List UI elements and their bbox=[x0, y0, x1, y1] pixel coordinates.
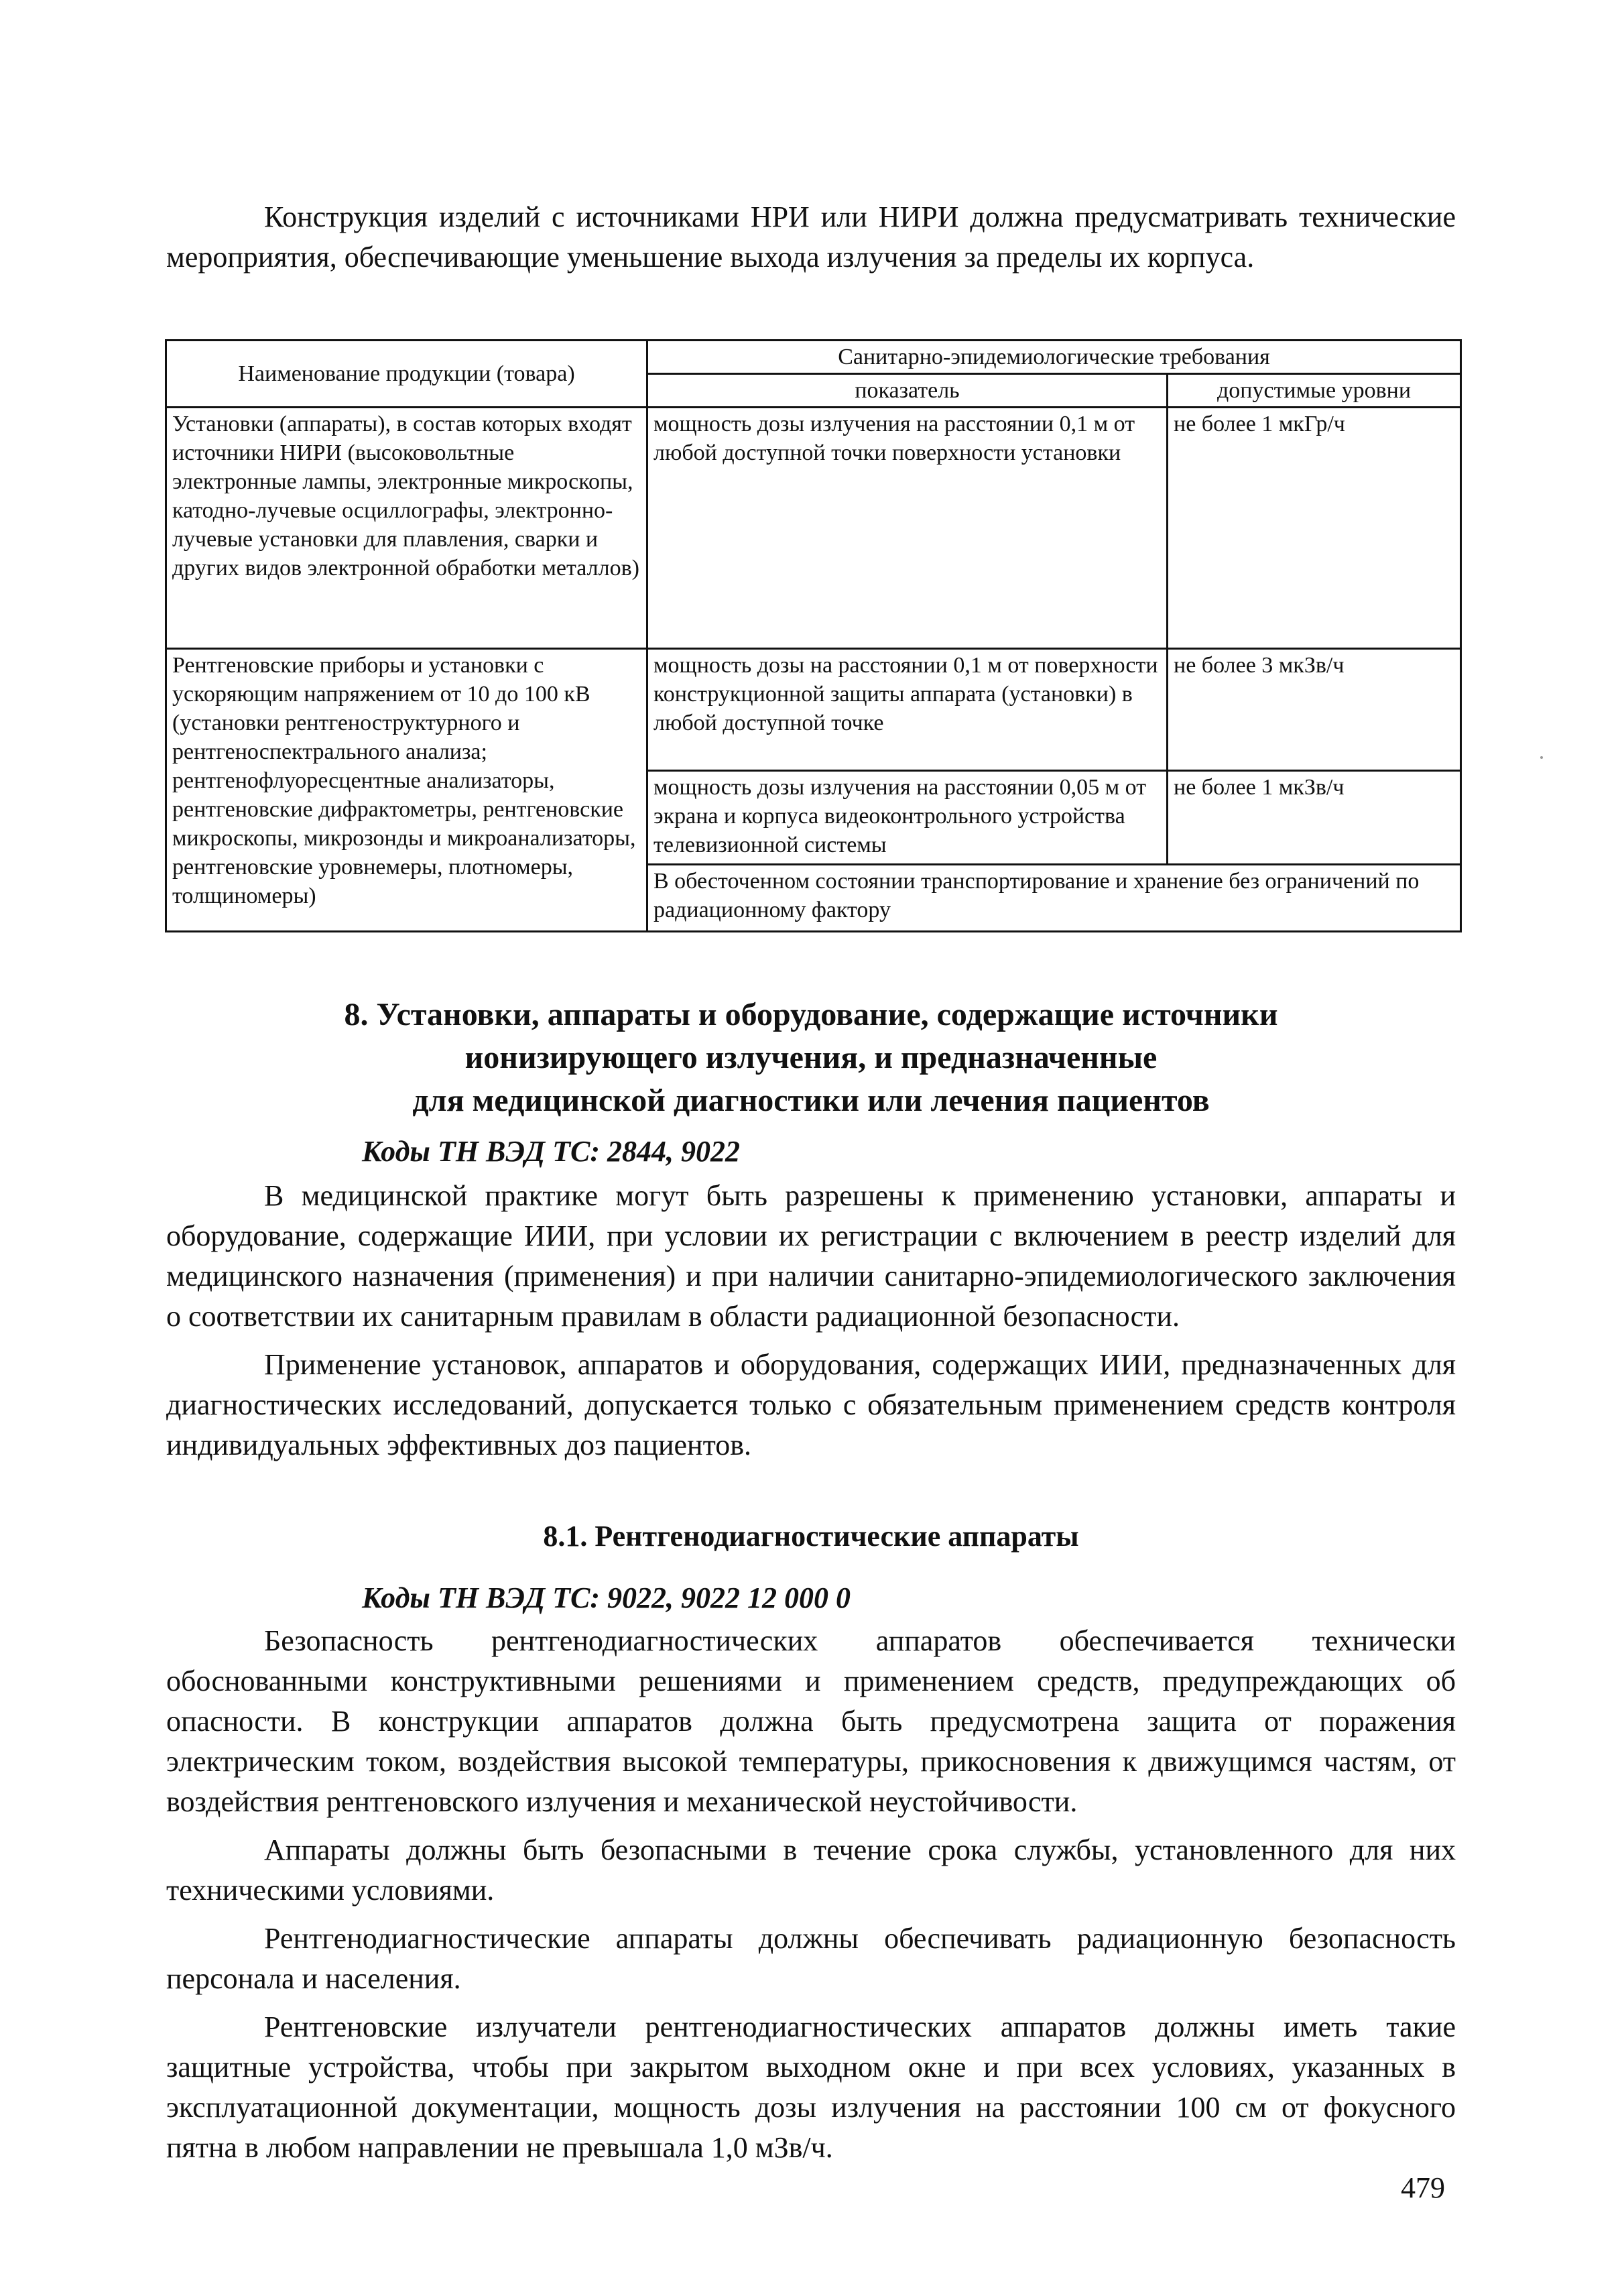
header-requirements: Санитарно-эпидемиологические требования bbox=[647, 341, 1461, 374]
section-8-1-codes: Коды ТН ВЭД ТС: 9022, 9022 12 000 0 bbox=[362, 1581, 851, 1614]
intro-block bbox=[166, 197, 1456, 278]
section-8-title-line3: для медицинской диагностики или лечения пациентов bbox=[412, 1083, 1210, 1118]
section-8-1-body bbox=[166, 1621, 1456, 2168]
scan-speck bbox=[1540, 756, 1543, 759]
section-8-codes: Коды ТН ВЭД ТС: 2844, 9022 bbox=[362, 1135, 740, 1168]
intro-paragraph: Конструкция изделий с источниками НРИ или НИРИ должна предусматривать технические мероприятия, обеспечивающие уменьшение выхода излучения за пределы их корпуса. bbox=[166, 200, 1456, 274]
row1-product: Установки (аппараты), в состав которых входят источники НИРИ (высоковольтные электронные лампы, электронные микроскопы, катодно-лучевые осциллографы, электронно-лучевые установки для плавления, сварки и других видов электронной обработки металлов) bbox=[166, 408, 647, 649]
header-product: Наименование продукции (товара) bbox=[166, 341, 647, 408]
requirements-table bbox=[165, 339, 1462, 932]
row2-level-2: не более 1 мкЗв/ч bbox=[1168, 771, 1461, 865]
table-row bbox=[166, 649, 1461, 771]
row2-indicator-2: мощность дозы излучения на расстоянии 0,05 м от экрана и корпуса видеоконтрольного устройства телевизионной системы bbox=[647, 771, 1168, 865]
section-8-1-paragraph: Рентгеновские излучатели рентгенодиагностических аппаратов должны иметь такие защитные устройства, чтобы при закрытом выходном окне и при всех условиях, указанных в эксплуатационной документации, мощность дозы излучения на расстоянии 100 см от фокусного пятна в любом направлении не превышала 1,0 мЗв/ч. bbox=[166, 2010, 1456, 2164]
header-levels: допустимые уровни bbox=[1168, 374, 1461, 408]
section-8-1-paragraph: Рентгенодиагностические аппараты должны обеспечивать радиационную безопасность персонала и населения. bbox=[166, 1922, 1456, 1995]
section-8-body bbox=[166, 1176, 1456, 1465]
row1-indicator: мощность дозы излучения на расстоянии 0,1 м от любой доступной точки поверхности установки bbox=[647, 408, 1168, 649]
section-8-1-paragraph: Аппараты должны быть безопасными в течение срока службы, установленного для них техническими условиями. bbox=[166, 1833, 1456, 1907]
page-number: 479 bbox=[1401, 2171, 1445, 2204]
section-8-title-line1: 8. Установки, аппараты и оборудование, содержащие источники bbox=[344, 997, 1278, 1032]
section-8-paragraph: В медицинской практике могут быть разрешены к применению установки, аппараты и оборудование, содержащие ИИИ, при условии их регистрации с включением в реестр изделий для медицинского назначения (применения) и при наличии санитарно-эпидемиологического заключения о соответствии их санитарным правилам в области радиационной безопасности. bbox=[166, 1179, 1456, 1333]
section-8-title bbox=[166, 993, 1456, 1122]
header-indicator: показатель bbox=[647, 374, 1168, 408]
section-8-title-line2: ионизирующего излучения, и предназначенные bbox=[464, 1040, 1158, 1075]
section-8-1-title: 8.1. Рентгенодиагностические аппараты bbox=[543, 1520, 1079, 1553]
row1-level: не более 1 мкГр/ч bbox=[1168, 408, 1461, 649]
table-header-row bbox=[166, 341, 1461, 374]
row2-level: не более 3 мкЗв/ч bbox=[1168, 649, 1461, 771]
row2-indicator: мощность дозы на расстоянии 0,1 м от поверхности конструкционной защиты аппарата (установки) в любой доступной точке bbox=[647, 649, 1168, 771]
table-row bbox=[166, 408, 1461, 649]
row2-product: Рентгеновские приборы и установки с ускоряющим напряжением от 10 до 100 кВ (установки рентгеноструктурного и рентгеноспектрального анализа; рентгенофлуоресцентные анализаторы, рентгеновские дифрактометры, рентгеновские микроскопы, микрозонды и микроанализаторы, рентгеновские уровнемеры, плотномеры, толщиномеры) bbox=[166, 649, 647, 932]
section-8-paragraph: Применение установок, аппаратов и оборудования, содержащих ИИИ, предназначенных для диагностических исследований, допускается только с обязательным применением средств контроля индивидуальных эффективных доз пациентов. bbox=[166, 1348, 1456, 1461]
row2-note: В обесточенном состоянии транспортирование и хранение без ограничений по радиационному фактору bbox=[647, 865, 1461, 932]
section-8-1-paragraph: Безопасность рентгенодиагностических аппаратов обеспечивается технически обоснованными конструктивными решениями и применением средств, предупреждающих об опасности. В конструкции аппаратов должна быть предусмотрена защита от поражения электрическим током, воздействия высокой температуры, прикосновения к движущимся частям, от воздействия рентгеновского излучения и механической неустойчивости. bbox=[166, 1624, 1456, 1818]
